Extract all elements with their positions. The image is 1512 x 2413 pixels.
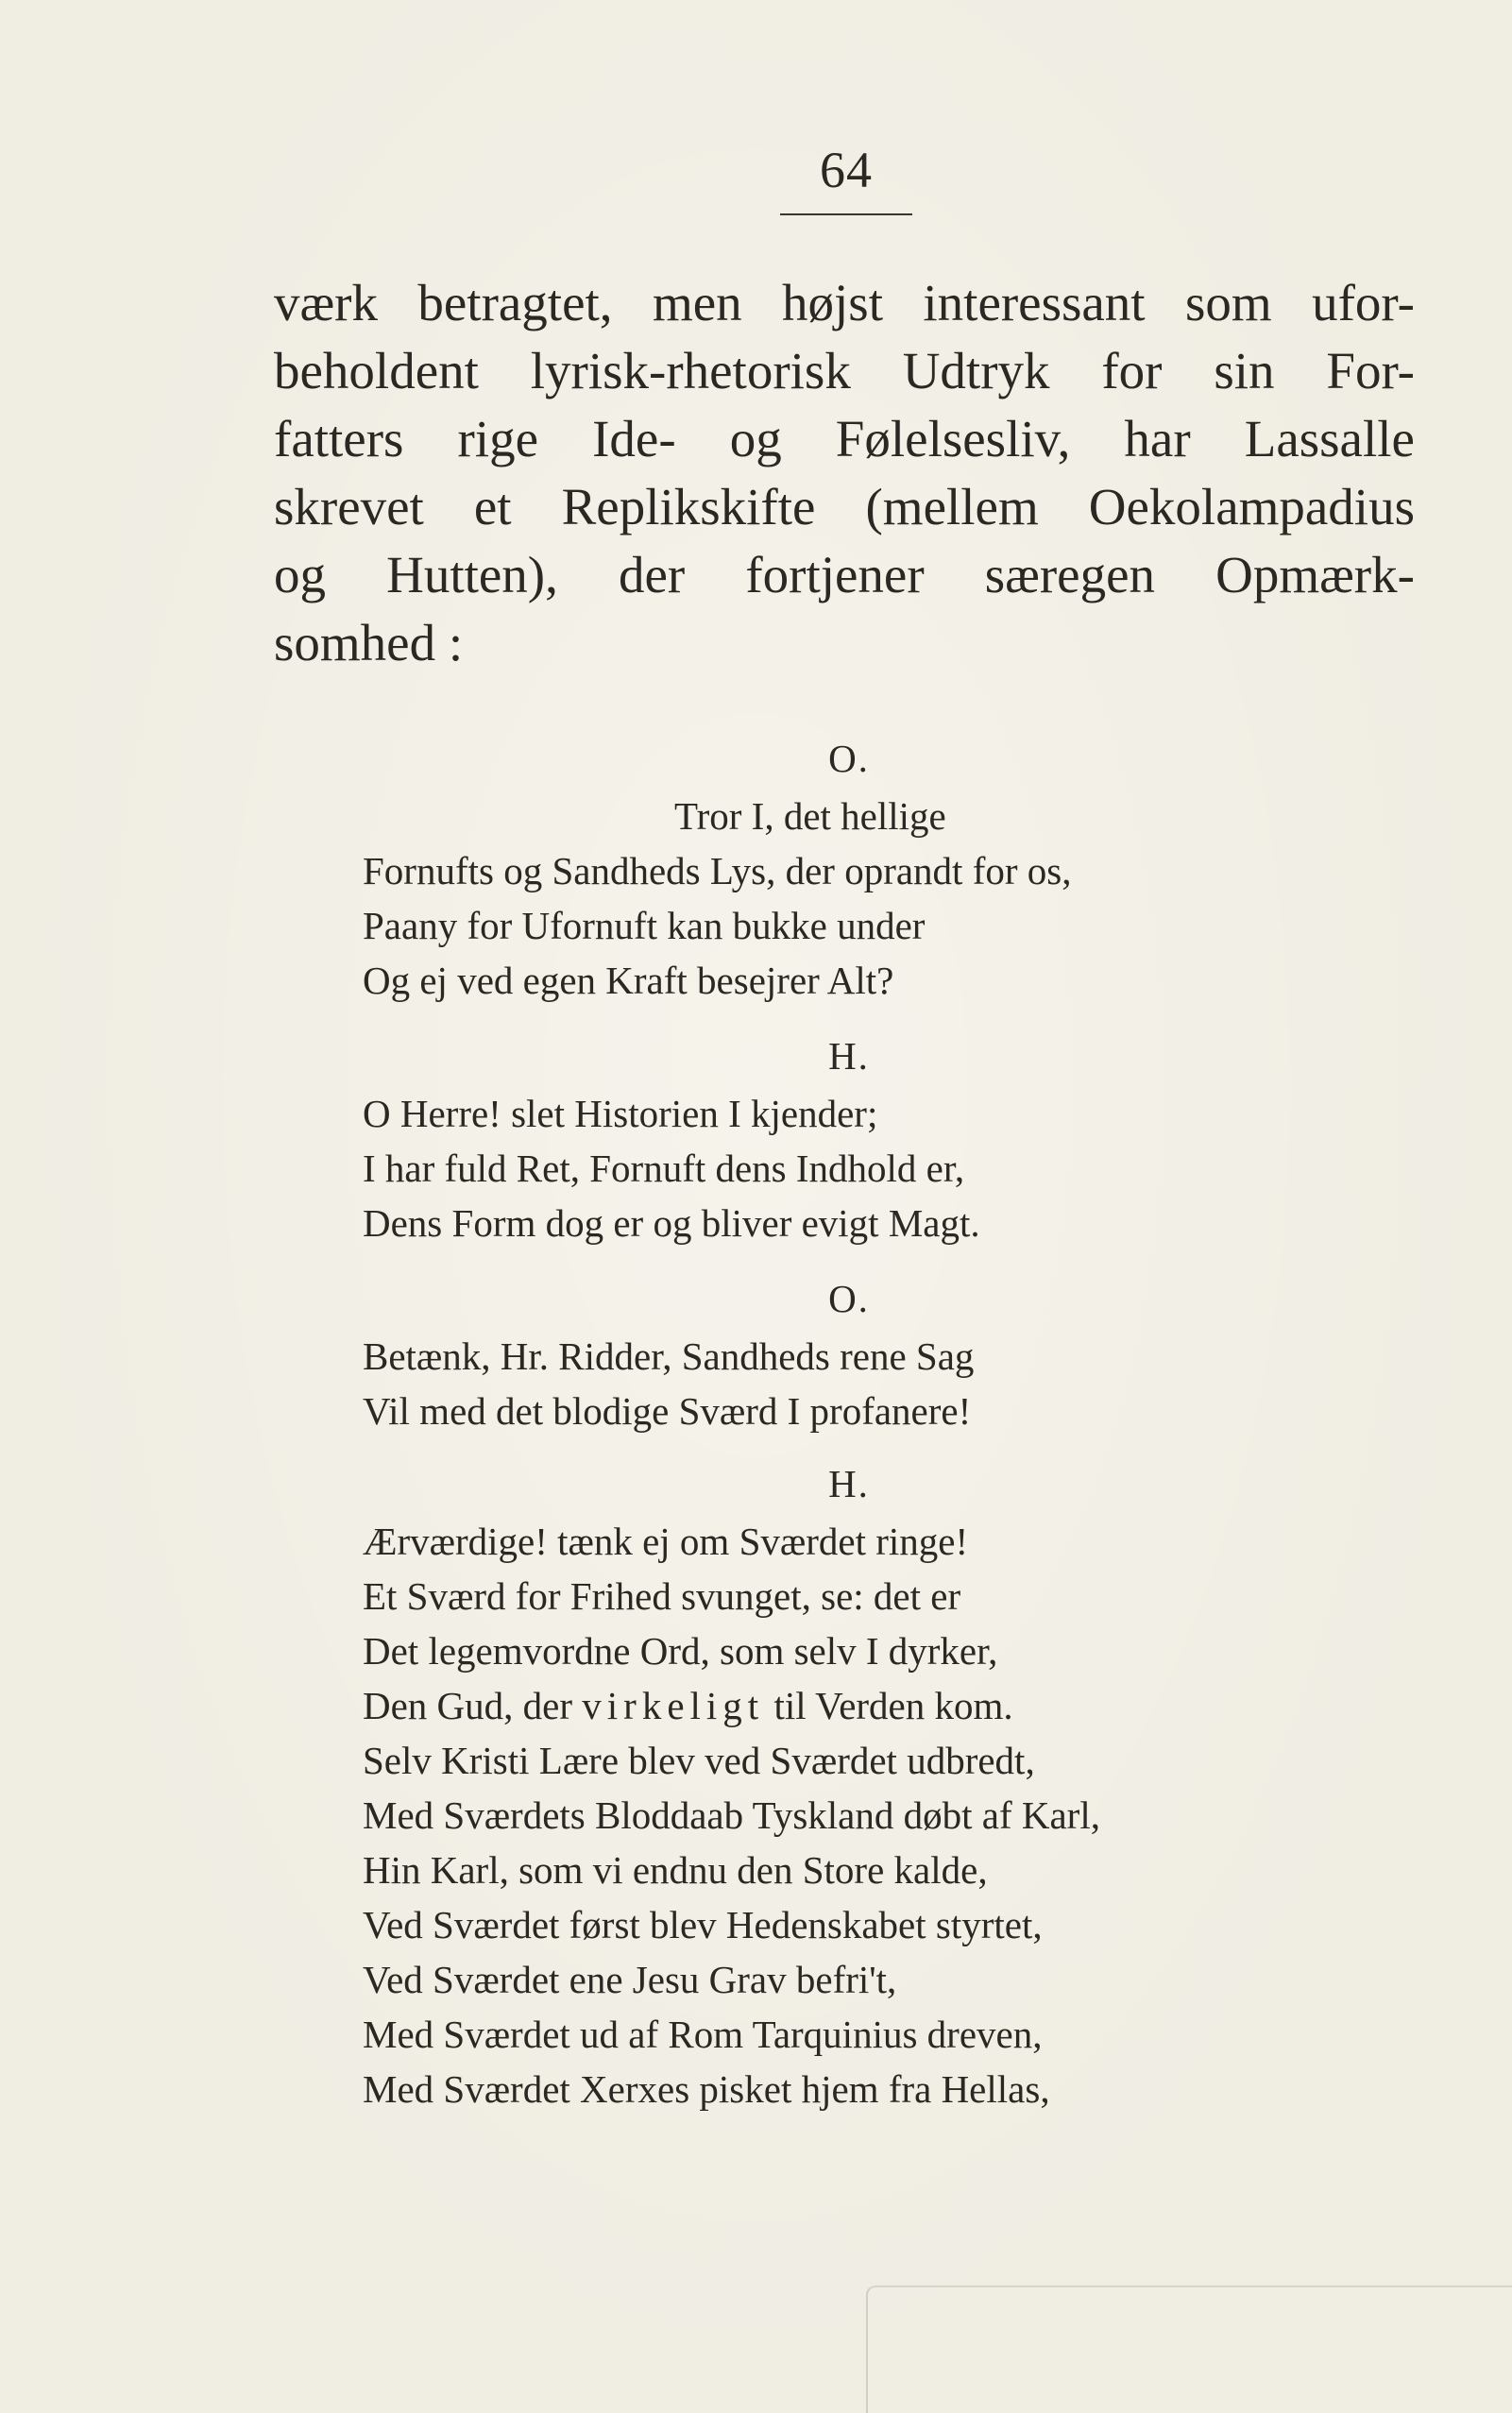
page-number-rule	[780, 213, 912, 215]
verse-block	[363, 1086, 980, 1250]
prose-line: værk betragtet, men højst interessant som ufor-	[274, 274, 1415, 331]
prose-line: fatters rige Ide- og Følelsesliv, har Lassalle	[274, 410, 1415, 467]
speaker-label: O.	[828, 737, 870, 780]
verse-line: Paany for Ufornuft kan bukke under	[363, 904, 926, 947]
verse-line: O Herre! slet Historien I kjender;	[363, 1092, 878, 1135]
verse-block	[363, 1329, 974, 1438]
verse-line: Et Sværd for Frihed svunget, se: det er	[363, 1574, 961, 1618]
verse-line: I har fuld Ret, Fornuft dens Indhold er,	[363, 1147, 965, 1190]
verse-line: Den Gud, der virkeligt til Verden kom.	[363, 1684, 1013, 1727]
verse-line: Ved Sværdet først blev Hedenskabet styrtet,	[363, 1903, 1043, 1946]
verse-line: Ærværdige! tænk ej om Sværdet ringe!	[363, 1520, 969, 1563]
page-number: 64	[820, 142, 873, 198]
speaker-label: H.	[828, 1034, 870, 1078]
emphasized-word: virkeligt	[582, 1684, 765, 1727]
prose-line: og Hutten), der fortjener særegen Opmærk-	[274, 546, 1415, 603]
paper-edge-mark	[866, 2286, 1512, 2413]
verse-line: Betænk, Hr. Ridder, Sandheds rene Sag	[363, 1334, 975, 1378]
verse-line: Tror I, det hellige	[674, 794, 946, 838]
prose-paragraph	[274, 269, 1415, 677]
prose-line: beholdent lyrisk-rhetorisk Udtryk for sin For-	[274, 342, 1415, 399]
prose-line: skrevet et Replikskifte (mellem Oekolampadius	[274, 478, 1415, 535]
verse-block	[363, 789, 1071, 1008]
verse-line: Med Sværdet ud af Rom Tarquinius dreven,	[363, 2013, 1043, 2056]
verse-block	[363, 1514, 1100, 2116]
verse-line: Selv Kristi Lære blev ved Sværdet udbredt,	[363, 1739, 1035, 1782]
verse-line: Med Sværdets Bloddaab Tyskland døbt af Karl,	[363, 1793, 1100, 1837]
verse-line: Med Sværdet Xerxes pisket hjem fra Hellas,	[363, 2067, 1050, 2111]
speaker-label: O.	[828, 1277, 870, 1320]
verse-line: Ved Sværdet ene Jesu Grav befri't,	[363, 1958, 897, 2001]
verse-line: Hin Karl, som vi endnu den Store kalde,	[363, 1848, 988, 1892]
verse-line: Dens Form dog er og bliver evigt Magt.	[363, 1201, 980, 1245]
verse-line: Og ej ved egen Kraft besejrer Alt?	[363, 959, 894, 1002]
prose-line: somhed :	[274, 614, 464, 671]
verse-line: Vil med det blodige Sværd I profanere!	[363, 1389, 972, 1433]
speaker-label: H.	[828, 1462, 870, 1505]
verse-line: Fornufts og Sandheds Lys, der oprandt for os,	[363, 849, 1072, 892]
verse-line: Det legemvordne Ord, som selv I dyrker,	[363, 1629, 998, 1673]
